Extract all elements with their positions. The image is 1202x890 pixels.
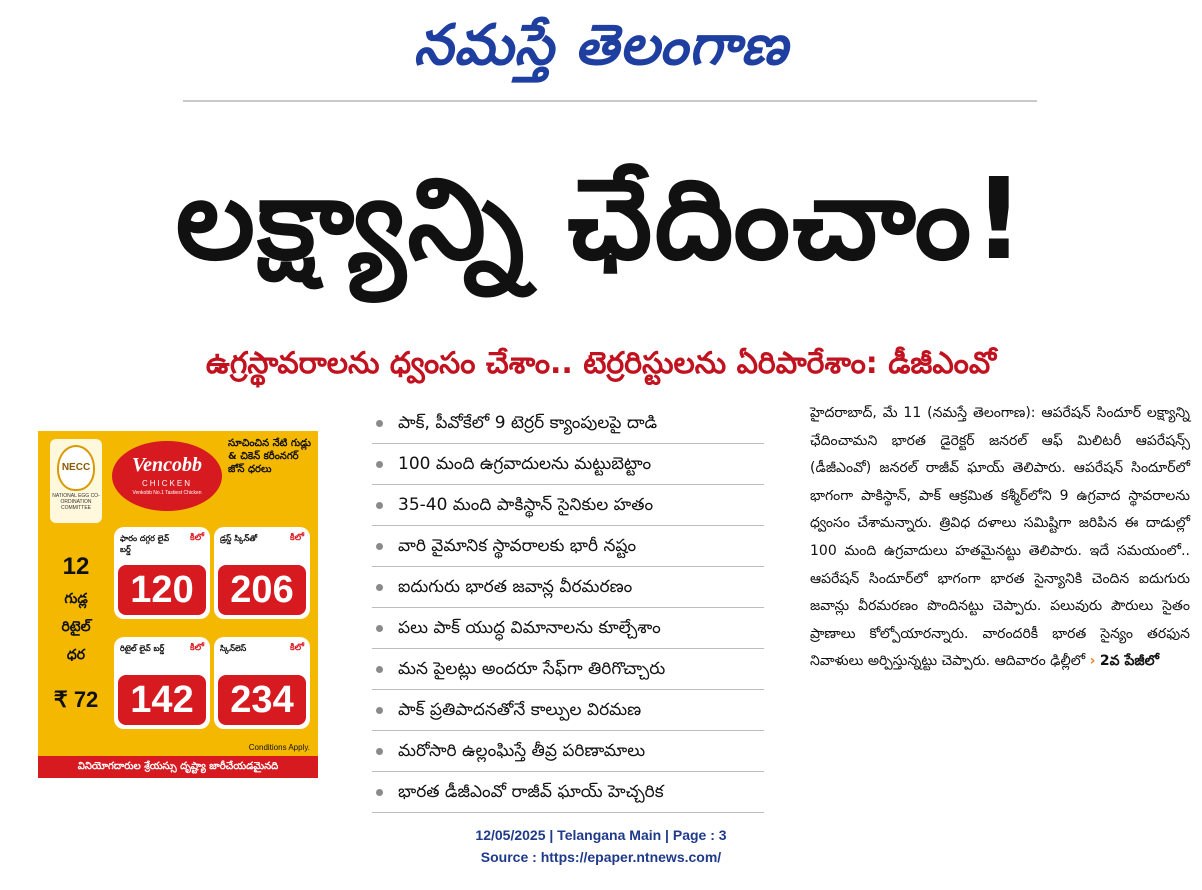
brand-name: Vencobb: [132, 454, 202, 476]
masthead-divider: [183, 100, 1037, 102]
list-item: [372, 690, 764, 731]
bullet-icon: [376, 748, 383, 755]
list-item-text: పాక్, పీవోకేలో 9 టెర్రర్ క్యాంపులపై దాడి: [398, 413, 658, 433]
price-box-value: 120: [118, 565, 206, 615]
ad-bottom-banner: వినియోగదారుల శ్రేయస్సు దృష్ట్యా జారీచేయడమైనది: [38, 756, 318, 778]
article-text: హైదరాబాద్, మే 11 (నమస్తే తెలంగాణ): ఆపరేషన్ సిందూర్ లక్ష్యాన్ని ఛేదించామని భారత డైరెక్టర్ జనరల్ ఆఫ్ మిలిటరీ ఆపరేషన్స్ (డీజీఎంవో) జనరల్ రాజీవ్ ఘాయ్ తెలిపారు. ఆపరేషన్ సిందూర్‌లో భాగంగా పాకిస్థాన్, పాక్ ఆక్రమిత కశ్మీర్‌లోని 9 ఉగ్రవాద స్థావరాలను ధ్వంసం చేశామన్నారు. త్రివిధ దళాలు సమిష్టిగా జరిపిన ఈ దాడుల్లో 100 మంది ఉగ్రవాదులు హతమైనట్టు తెలిపారు. ఇదే సమయంలో.. ఆపరేషన్ సిందూర్‌లో భాగంగా భారత సైన్యానికి చెందిన ఐదుగురు జవాన్లు వీరమరణం పొందినట్టు చెప్పారు. పలువురు పౌరులు సైతం ప్రాణాలు కోల్పోయారన్నారు. వారందరికీ భారత సైన్యం తరఫున నివాళులు అర్పిస్తున్నట్టు చెప్పారు. ఆదివారం ఢిల్లీలో: [810, 405, 1190, 670]
advertisement: [38, 431, 318, 778]
price-box-dressed-skin: [214, 527, 310, 619]
bullet-icon: [376, 707, 383, 714]
list-item-text: 100 మంది ఉగ్రవాదులను మట్టుబెట్టాం: [398, 454, 652, 474]
ad-conditions: Conditions Apply.: [248, 743, 310, 752]
highlights-list: [372, 403, 764, 813]
price-box-skinless: [214, 637, 310, 729]
price-box-value: 206: [218, 565, 306, 615]
list-item-text: 35-40 మంది పాకిస్థాన్ సైనికుల హతం: [398, 495, 654, 515]
necc-logo-subtitle: NATIONAL EGG CO-ORDINATION COMMITTEE: [52, 493, 100, 511]
brand-logo: [112, 441, 222, 511]
necc-logo: [50, 439, 102, 523]
price-box-label: డ్రస్డ్ స్కిన్‌తో: [220, 534, 258, 543]
price-box-unit: కిలో: [190, 643, 204, 653]
list-item: [372, 403, 764, 444]
bullet-icon: [376, 625, 383, 632]
page-footer: [0, 824, 1202, 868]
price-box-label: ఫారం దగ్గర లైవ్ బర్డ్: [120, 534, 170, 554]
egg-price: ₹ 72: [53, 687, 99, 712]
list-item-text: మన పైలట్లు అందరూ సేఫ్‌గా తిరిగొచ్చారు: [398, 659, 666, 679]
egg-word: గుడ్ల: [64, 591, 88, 607]
egg-logo-icon: NECC: [57, 445, 95, 491]
masthead-title: నమస్తే తెలంగాణ: [413, 13, 789, 78]
list-item-text: భారత డీజీఎంవో రాజీవ్ ఘాయ్ హెచ్చరిక: [398, 782, 664, 802]
list-item: [372, 649, 764, 690]
bullet-icon: [376, 502, 383, 509]
list-item-text: మరోసారి ఉల్లంఘిస్తే తీవ్ర పరిణామాలు: [398, 741, 646, 761]
price-box-value: 142: [118, 675, 206, 725]
price-box-unit: కిలో: [290, 533, 304, 543]
bullet-icon: [376, 789, 383, 796]
footer-source-link[interactable]: Source : https://epaper.ntnews.com/: [480, 849, 722, 865]
list-item: [372, 772, 764, 813]
list-item-text: పలు పాక్ యుద్ధ విమానాలను కూల్చేశాం: [398, 618, 661, 638]
list-item: [372, 731, 764, 772]
article-body: [810, 400, 1190, 676]
bullet-icon: [376, 420, 383, 427]
ad-intro-text: సూచించిన నేటి గుడ్లు & చికెన్ కరీంనగర్ జోన్ ధరలు: [228, 438, 311, 475]
egg-count: 12: [62, 553, 90, 580]
list-item: [372, 485, 764, 526]
bullet-icon: [376, 666, 383, 673]
brand-subtitle: CHICKEN: [141, 479, 192, 488]
price-box-value: 234: [218, 675, 306, 725]
headline: లక్ష్యాన్ని ఛేదించాం!: [175, 155, 1027, 285]
retail-label: రిటైల్: [61, 619, 91, 635]
bullet-icon: [376, 543, 383, 550]
bullet-icon: [376, 461, 383, 468]
footer-edition-info: 12/05/2025 | Telangana Main | Page : 3: [475, 827, 727, 843]
egg-price-panel: [42, 549, 110, 717]
price-box-farm-live-bird: [114, 527, 210, 619]
list-item-text: ఐదుగురు భారత జవాన్ల వీరమరణం: [398, 577, 633, 597]
price-box-label: స్కిన్‌లెస్: [220, 644, 247, 653]
subheadline: ఉగ్రస్థావరాలను ధ్వంసం చేశాం.. టెర్రరిస్టులను ఏరిపారేశాం: డీజీఎంవో: [205, 346, 997, 381]
bullet-icon: [376, 584, 383, 591]
price-box-unit: కిలో: [190, 533, 204, 543]
brand-tagline: Venkobb No.1 Tastiest Chicken: [132, 490, 202, 496]
price-box-retail-live-bird: [114, 637, 210, 729]
price-box-label: రిటైల్ లైవ్ బర్డ్: [120, 644, 165, 653]
list-item: [372, 526, 764, 567]
price-box-unit: కిలో: [290, 643, 304, 653]
list-item: [372, 444, 764, 485]
continued-arrow-icon: ›: [1089, 653, 1096, 670]
price-label: ధర: [66, 647, 86, 663]
list-item-text: వారి వైమానిక స్థావరాలకు భారీ నష్టం: [398, 536, 637, 556]
continued-on-page[interactable]: 2వ పేజీలో: [1099, 653, 1160, 670]
list-item: [372, 608, 764, 649]
list-item-text: పాక్ ప్రతిపాదనతోనే కాల్పుల విరమణ: [398, 700, 642, 720]
list-item: [372, 567, 764, 608]
